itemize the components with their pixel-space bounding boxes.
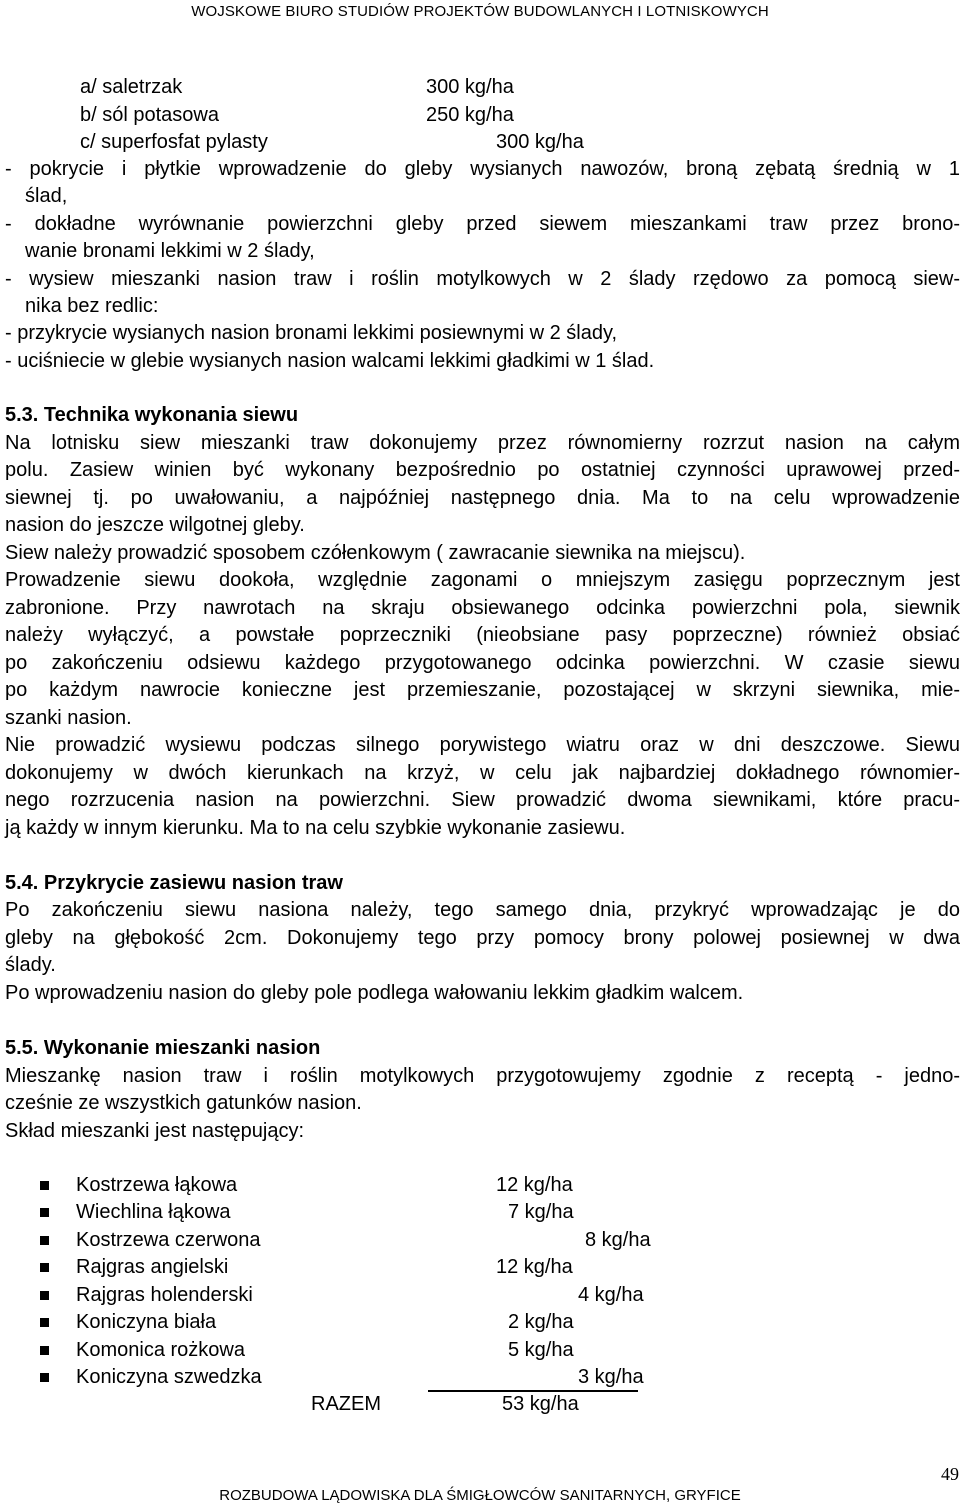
paragraph-line: Prowadzenie siewu dookoła, względnie zagonami o mniejszym zasięgu poprzecznym jest xyxy=(5,569,960,591)
paragraph-line: po zakończeniu odsiewu każdego przygotowanego odcinka powierzchni. W czasie siewu xyxy=(5,652,960,674)
paragraph-line: ślady. xyxy=(5,954,56,976)
paragraph-line: szanki nasion. xyxy=(5,707,132,729)
paragraph-line: cześnie ze wszystkich gatunków nasion. xyxy=(5,1092,362,1114)
bullet-icon xyxy=(40,1373,49,1382)
section-heading: 5.5. Wykonanie mieszanki nasion xyxy=(5,1037,321,1059)
fertilizer-value: 300 kg/ha xyxy=(496,131,584,153)
bullet-icon xyxy=(40,1208,49,1217)
fertilizer-value: 300 kg/ha xyxy=(426,76,514,98)
step-line: - uciśniecie w glebie wysianych nasion walcami lekkimi gładkimi w 1 ślad. xyxy=(5,350,655,372)
mixture-name: Komonica rożkowa xyxy=(76,1339,245,1361)
step-line: nika bez redlic: xyxy=(25,295,159,317)
step-line: wanie bronami lekkimi w 2 ślady, xyxy=(25,240,315,262)
fertilizer-name: a/ saletrzak xyxy=(80,76,183,98)
page-header: WOJSKOWE BIURO STUDIÓW PROJEKTÓW BUDOWLANYCH I LOTNISKOWYCH xyxy=(191,3,769,20)
mixture-name: Rajgras angielski xyxy=(76,1256,229,1278)
paragraph-line: Na lotnisku siew mieszanki traw dokonujemy przez równomierny rozrzut nasion na całym xyxy=(5,432,960,454)
section-heading: 5.3. Technika wykonania siewu xyxy=(5,404,299,426)
mixture-value: 12 kg/ha xyxy=(496,1256,573,1278)
bullet-icon xyxy=(40,1291,49,1300)
mixture-name: Rajgras holenderski xyxy=(76,1284,253,1306)
paragraph-line: Nie prowadzić wysiewu podczas silnego porywistego wiatru oraz w dni deszczowe. Siewu xyxy=(5,734,960,756)
step-line: - dokładne wyrównanie powierzchni gleby przed siewem mieszankami traw przez brono- xyxy=(5,213,960,235)
mixture-value: 12 kg/ha xyxy=(496,1174,573,1196)
paragraph-line: Po wprowadzeniu nasion do gleby pole podlega wałowaniu lekkim gładkim walcem. xyxy=(5,982,744,1004)
mixture-name: Koniczyna szwedzka xyxy=(76,1366,262,1388)
page-footer: ROZBUDOWA LĄDOWISKA DLA ŚMIGŁOWCÓW SANITARNYCH, GRYFICE xyxy=(219,1487,741,1504)
mixture-name: Kostrzewa czerwona xyxy=(76,1229,261,1251)
step-line: - przykrycie wysianych nasion bronami lekkimi posiewnymi w 2 ślady, xyxy=(5,322,618,344)
mixture-value: 4 kg/ha xyxy=(578,1284,644,1306)
bullet-icon xyxy=(40,1263,49,1272)
paragraph-line: dokonujemy w dwóch kierunkach na krzyż, w celu jak najbardziej dokładnego równomier- xyxy=(5,762,960,784)
paragraph-line: nego rozrzucenia nasion na powierzchni. Siew prowadzić dwoma siewnikami, które pracu- xyxy=(5,789,960,811)
mixture-value: 8 kg/ha xyxy=(585,1229,651,1251)
paragraph-line: Skład mieszanki jest następujący: xyxy=(5,1120,305,1142)
fertilizer-name: c/ superfosfat pylasty xyxy=(80,131,268,153)
mixture-value: 3 kg/ha xyxy=(578,1366,644,1388)
section-heading: 5.4. Przykrycie zasiewu nasion traw xyxy=(5,872,343,894)
paragraph-line: Po zakończeniu siewu nasiona należy, tego samego dnia, przykryć wprowadzając je do xyxy=(5,899,960,921)
mixture-value: 7 kg/ha xyxy=(508,1201,574,1223)
total-value: 53 kg/ha xyxy=(502,1393,579,1415)
mixture-value: 2 kg/ha xyxy=(508,1311,574,1333)
mixture-name: Kostrzewa łąkowa xyxy=(76,1174,238,1196)
paragraph-line: ją każdy w innym kierunku. Ma to na celu szybkie wykonanie zasiewu. xyxy=(5,817,626,839)
paragraph-line: po każdym nawrocie konieczne jest przemieszanie, pozostającej w skrzyni siewnika, mie- xyxy=(5,679,960,701)
step-line: - wysiew mieszanki nasion traw i roślin motylkowych w 2 ślady rzędowo za pomocą siew- xyxy=(5,268,960,290)
paragraph-line: polu. Zasiew winien być wykonany bezpośrednio po ostatniej czynności uprawowej przed- xyxy=(5,459,960,481)
total-label: RAZEM xyxy=(311,1393,381,1415)
paragraph-line: nasion do jeszcze wilgotnej gleby. xyxy=(5,514,305,536)
bullet-icon xyxy=(40,1318,49,1327)
mixture-name: Koniczyna biała xyxy=(76,1311,217,1333)
fertilizer-name: b/ sól potasowa xyxy=(80,104,219,126)
bullet-icon xyxy=(40,1181,49,1190)
paragraph-line: Siew należy prowadzić sposobem czółenkowym ( zawracanie siewnika na miejscu). xyxy=(5,542,746,564)
page-number: 49 xyxy=(941,1464,959,1484)
paragraph-line: należy wyłączyć, a powstałe poprzeczniki (nieobsiane pasy poprzeczne) również obsiać xyxy=(5,624,960,646)
paragraph-line: siewnej tj. po uwałowaniu, a najpóźniej następnego dnia. Ma to na celu wprowadzenie xyxy=(5,487,960,509)
paragraph-line: Mieszankę nasion traw i roślin motylkowych przygotowujemy zgodnie z receptą - jedno- xyxy=(5,1065,960,1087)
mixture-value: 5 kg/ha xyxy=(508,1339,574,1361)
bullet-icon xyxy=(40,1236,49,1245)
step-line: - pokrycie i płytkie wprowadzenie do gleby wysianych nawozów, broną zębatą średnią w 1 xyxy=(5,158,960,180)
mixture-name: Wiechlina łąkowa xyxy=(76,1201,231,1223)
bullet-icon xyxy=(40,1346,49,1355)
paragraph-line: zabronione. Przy nawrotach na skraju obsiewanego odcinka powierzchni pola, siewnik xyxy=(5,597,960,619)
paragraph-line: gleby na głębokość 2cm. Dokonujemy tego przy pomocy brony polowej posiewnej w dwa xyxy=(5,927,960,949)
fertilizer-value: 250 kg/ha xyxy=(426,104,514,126)
step-line: ślad, xyxy=(25,185,68,207)
